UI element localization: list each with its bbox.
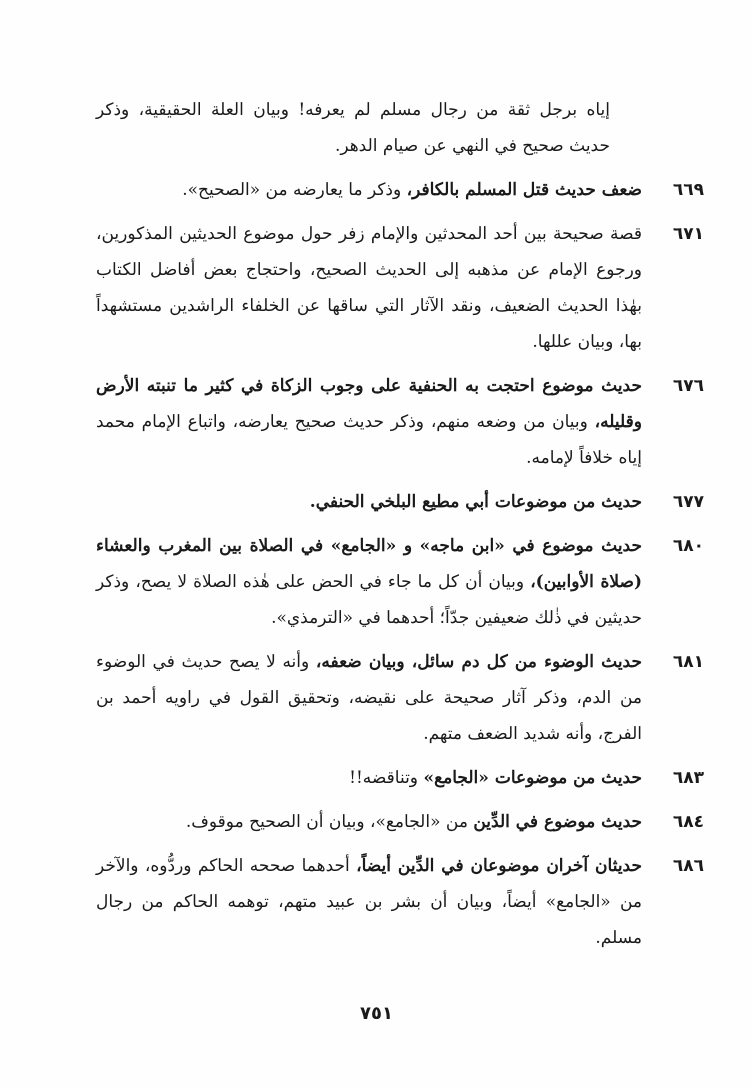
entry-text: [96, 528, 642, 636]
entry-text: [96, 484, 642, 520]
entry-bold-text: حديث موضوع في الدِّين: [473, 812, 642, 832]
entry-bold-text: حديثان آخران موضوعان في الدِّين أيضاً،: [356, 856, 642, 876]
index-entry: [96, 848, 710, 956]
entry-bold-text: حديث من موضوعات أبي مطيع البلخي الحنفي.: [309, 492, 642, 512]
entry-number: ٦٨٠: [672, 536, 704, 556]
entry-bold-text: ضعف حديث قتل المسلم بالكافر،: [406, 180, 642, 200]
entry-text: [96, 172, 642, 208]
entry-plain-text: من «الجامع»، وبيان أن الصحيح موقوف.: [185, 812, 474, 832]
continuation-paragraph: إياه برجل ثقة من رجال مسلم لم يعرفه! وبيان العلة الحقيقية، وذكر حديث صحيح في النهي عن صيام الدهر.: [96, 100, 610, 156]
entry-bold-text: حديث موضوع احتجت به الحنفية على وجوب الزكاة في كثير ما تنبته الأرض وقليله،: [96, 376, 642, 432]
entry-plain-text: قصة صحيحة بين أحد المحدثين والإمام زفر حول موضوع الحديثين المذكورين، ورجوع الإمام عن مذهبه إلى الحديث الصحيح، واحتجاج بعض أفاضل الكتاب بهٰذا الحديث الضعيف، ونقد الآثار التي ساقها عن الخلفاء الراشدين مستشهداً بها، وبيان عللها.: [96, 224, 642, 352]
entry-text: [96, 804, 642, 840]
entry-text: [96, 848, 642, 956]
entry-plain-text: وأنه لا يصح حديث في الوضوء من الدم، وذكر آثار صحيحة على نقيضه، وتحقيق القول في راويه أحمد بن الفرج، وأنه شديد الضعف متهم.: [96, 652, 642, 744]
entry-number: ٦٧٧: [672, 492, 704, 512]
entry-bold-text: حديث موضوع في «ابن ماجه» و «الجامع» في الصلاة بين المغرب والعشاء (صلاة الأوابين)،: [96, 536, 642, 592]
entry-text: [96, 368, 642, 476]
entry-number: ٦٦٩: [672, 180, 704, 200]
page-number: ٧٥١: [360, 1003, 393, 1024]
entry-number: ٦٨٤: [672, 812, 704, 832]
index-entry: [96, 368, 710, 476]
entry-text: [96, 216, 642, 360]
entry-number: ٦٧١: [672, 224, 704, 244]
entry-plain-text: أحدهما صححه الحاكم وردُّوه، والآخر من «الجامع» أيضاً، وبيان أن بشر بن عبيد متهم، توهمه الحاكم من رجال مسلم.: [96, 856, 642, 948]
index-entry: [96, 804, 710, 840]
index-entry: [96, 760, 710, 796]
entry-plain-text: وذكر ما يعارضه من «الصحيح».: [182, 180, 407, 200]
entry-plain-text: وتناقضه!!: [349, 768, 424, 788]
entry-plain-text: وبيان أن كل ما جاء في الحض على هٰذه الصلاة لا يصح، وذكر حديثين في ذٰلك ضعيفين جدّاً؛ أحدهما في «الترمذي».: [96, 572, 642, 628]
entry-bold-text: حديث الوضوء من كل دم سائل، وبيان ضعفه،: [315, 652, 642, 672]
entry-text: [96, 760, 642, 796]
index-entry: [96, 172, 710, 208]
index-entry: [96, 644, 710, 752]
entry-number: ٦٨١: [672, 652, 704, 672]
entry-bold-text: حديث من موضوعات «الجامع»: [423, 768, 642, 788]
index-entry: [96, 216, 710, 360]
entry-text: [96, 644, 642, 752]
index-entry: [96, 484, 710, 520]
entry-plain-text: وبيان من وضعه منهم، وذكر حديث صحيح يعارضه، واتباع الإمام محمد إياه خلافاً لإمامه.: [96, 412, 642, 468]
entry-number: ٦٨٦: [672, 856, 704, 876]
entry-number: ٦٧٦: [672, 376, 704, 396]
entry-number: ٦٨٣: [672, 768, 704, 788]
index-content: [96, 92, 710, 956]
index-entry: [96, 528, 710, 636]
